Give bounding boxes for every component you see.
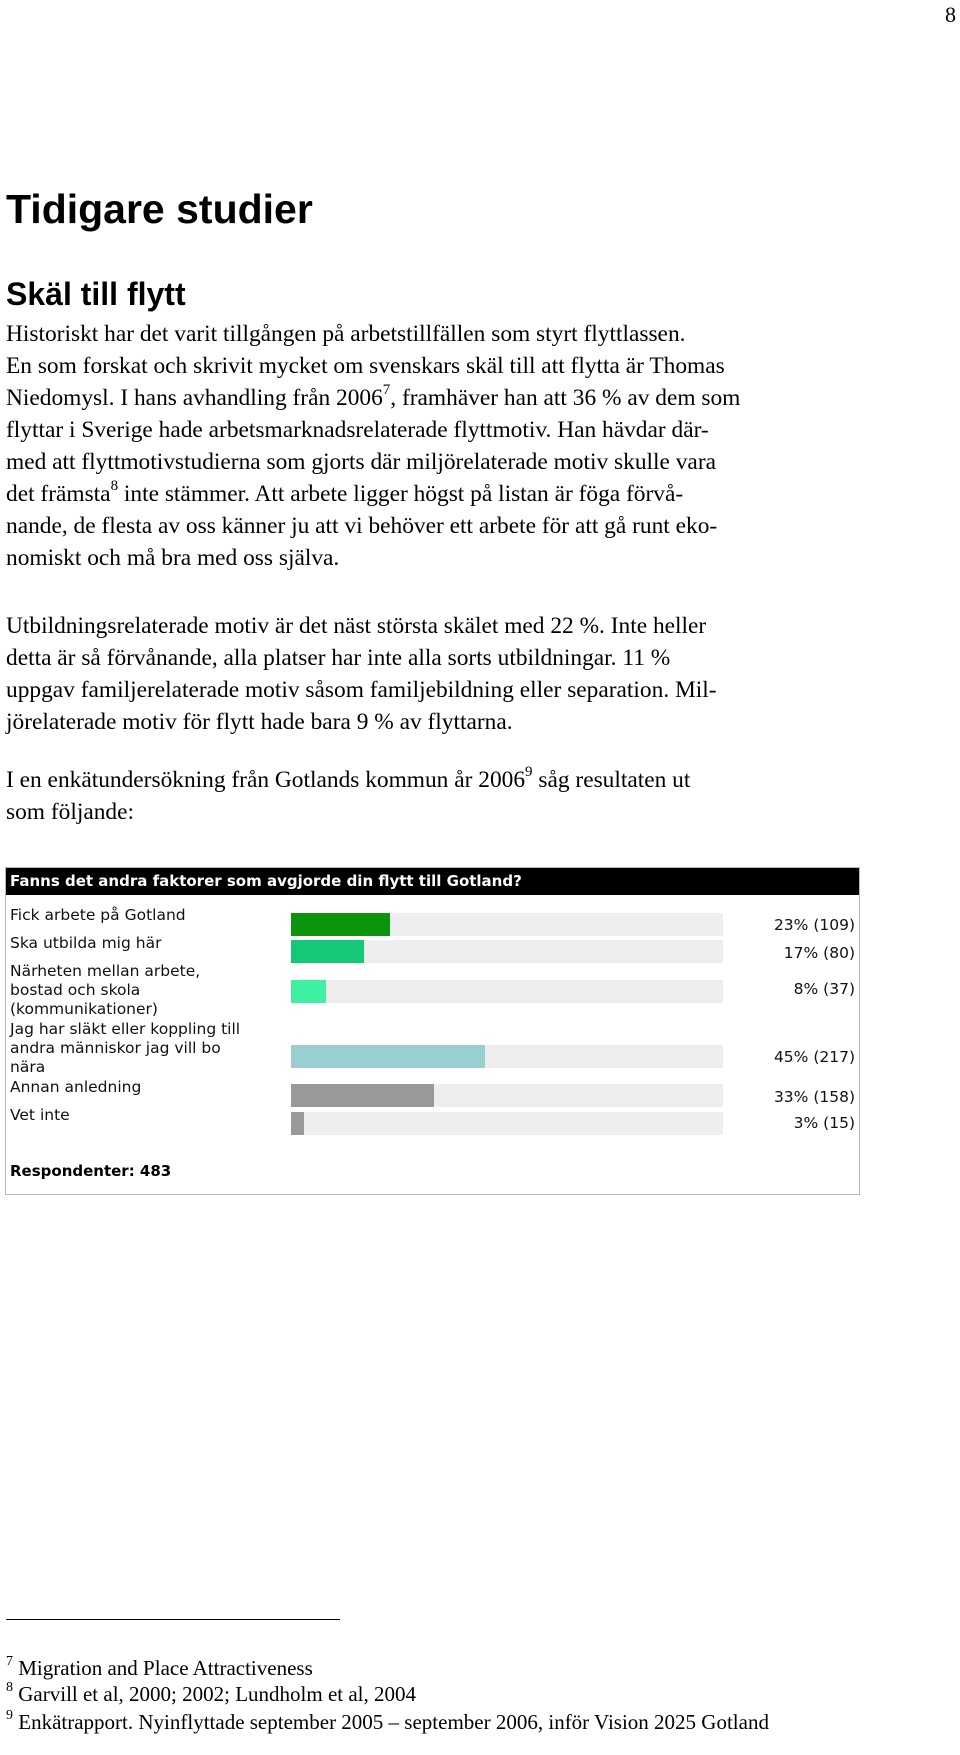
subsection-heading: Skäl till flytt xyxy=(6,276,186,312)
bar-value-label: 45% (217) xyxy=(773,1048,855,1066)
footnote-text: Garvill et al, 2000; 2002; Lundholm et al, 2004 xyxy=(13,1682,417,1706)
footnote-number: 7 xyxy=(6,1654,13,1669)
bar-fill xyxy=(291,980,326,1003)
paragraph1-line xyxy=(6,510,866,542)
footnote-item xyxy=(6,1655,313,1681)
paragraph2-line xyxy=(6,674,866,706)
paragraph2-line xyxy=(6,706,866,738)
line-text: uppgav familjerelaterade motiv såsom familjebildning eller separation. Mil- xyxy=(6,677,717,703)
paragraph2-line xyxy=(6,642,866,674)
bar-category-label xyxy=(10,1106,70,1125)
footnote-separator xyxy=(6,1619,340,1620)
line-text: med att flyttmotivstudierna som gjorts där miljörelaterade motiv skulle vara xyxy=(6,449,716,475)
line-text-continued: , framhäver han att 36 % av dem som xyxy=(390,385,741,411)
bar-track xyxy=(291,980,723,1003)
category-label-line: Ska utbilda mig här xyxy=(10,934,162,952)
bar-fill xyxy=(291,1112,304,1135)
paragraph1-line xyxy=(6,478,866,510)
footnote-reference: 8 xyxy=(110,478,119,494)
bar-track xyxy=(291,940,723,963)
line-text: nomiskt och må bra med oss själva. xyxy=(6,545,340,571)
bar-value-label: 23% (109) xyxy=(773,916,855,934)
footnote-reference: 7 xyxy=(382,382,391,398)
paragraph3-line xyxy=(6,764,866,796)
category-label-line: Vet inte xyxy=(10,1106,70,1124)
line-text: flyttar i Sverige hade arbetsmarknadsrelaterade flyttmotiv. Han hävdar där- xyxy=(6,417,709,443)
paragraph1-line xyxy=(6,350,866,382)
chart-title: Fanns det andra faktorer som avgjorde din flytt till Gotland? xyxy=(6,868,859,895)
line-text: nande, de flesta av oss känner ju att vi behöver ett arbete för att gå runt eko- xyxy=(6,513,718,539)
category-label-line: bostad och skola xyxy=(10,981,141,999)
category-label-line: Närheten mellan arbete, xyxy=(10,962,201,980)
category-label-line: Annan anledning xyxy=(10,1078,142,1096)
page-number: 8 xyxy=(945,2,956,27)
paragraph1-line xyxy=(6,382,866,414)
paragraph-moving-reasons xyxy=(6,318,866,574)
section-heading: Tidigare studier xyxy=(6,186,313,232)
footnote-item xyxy=(6,1709,769,1735)
line-text: I en enkätundersökning från Gotlands kommun år 2006 xyxy=(6,767,526,793)
line-text: jörelaterade motiv för flytt hade bara 9 % av flyttarna. xyxy=(6,709,513,735)
paragraph1-line xyxy=(6,542,866,574)
category-label-line: (kommunikationer) xyxy=(10,1000,158,1018)
category-label-line: andra människor jag vill bo xyxy=(10,1039,221,1057)
bar-category-label xyxy=(10,934,161,953)
respondents-count: Respondenter: 483 xyxy=(10,1162,172,1180)
survey-bar-chart xyxy=(5,867,860,1195)
line-text: En som forskat och skrivit mycket om svenskars skäl till att flytta är Thomas xyxy=(6,353,725,379)
category-label-line: Jag har släkt eller koppling till xyxy=(10,1020,241,1038)
category-label-line: nära xyxy=(10,1058,46,1076)
bar-fill xyxy=(291,913,390,936)
bar-fill xyxy=(291,940,364,963)
paragraph2-line xyxy=(6,610,866,642)
line-text: det främsta xyxy=(6,481,111,507)
footnote-number: 8 xyxy=(6,1680,13,1695)
line-text: Niedomysl. I hans avhandling från 2006 xyxy=(6,385,383,411)
bar-category-label xyxy=(10,1078,141,1097)
category-label-line: Fick arbete på Gotland xyxy=(10,906,186,924)
paragraph3-line xyxy=(6,796,866,828)
paragraph1-line xyxy=(6,414,866,446)
bar-track xyxy=(291,913,723,936)
bar-fill xyxy=(291,1084,434,1107)
bar-value-label: 8% (37) xyxy=(793,980,855,998)
bar-track xyxy=(291,1084,723,1107)
paragraph-education-motives xyxy=(6,610,866,738)
bar-category-label xyxy=(10,962,200,1019)
bar-track xyxy=(291,1045,723,1068)
line-text: Utbildningsrelaterade motiv är det näst största skälet med 22 %. Inte heller xyxy=(6,613,707,639)
footnote-number: 9 xyxy=(6,1708,13,1723)
bar-value-label: 33% (158) xyxy=(773,1088,855,1106)
bar-fill xyxy=(291,1045,485,1068)
line-text: detta är så förvånande, alla platser har inte alla sorts utbildningar. 11 % xyxy=(6,645,671,671)
footnote-item xyxy=(6,1681,416,1707)
bar-category-label xyxy=(10,906,186,925)
bar-track xyxy=(291,1112,723,1135)
footnote-text: Enkätrapport. Nyinflyttade september 2005 – september 2006, inför Vision 2025 Gotland xyxy=(13,1710,769,1734)
line-text-continued: såg resultaten ut xyxy=(532,767,691,793)
paragraph1-line xyxy=(6,446,866,478)
paragraph1-line xyxy=(6,318,866,350)
bar-value-label: 3% (15) xyxy=(793,1114,855,1132)
line-text: Historiskt har det varit tillgången på arbetstillfällen som styrt flyttlassen. xyxy=(6,321,686,347)
footnote-reference: 9 xyxy=(525,764,533,780)
footnote-text: Migration and Place Attractiveness xyxy=(13,1656,313,1680)
bar-category-label xyxy=(10,1020,240,1077)
line-text-continued: inte stämmer. Att arbete ligger högst på listan är föga förvå- xyxy=(118,481,684,507)
bar-value-label: 17% (80) xyxy=(783,944,855,962)
line-text: som följande: xyxy=(6,799,134,825)
paragraph-survey-intro xyxy=(6,764,866,828)
